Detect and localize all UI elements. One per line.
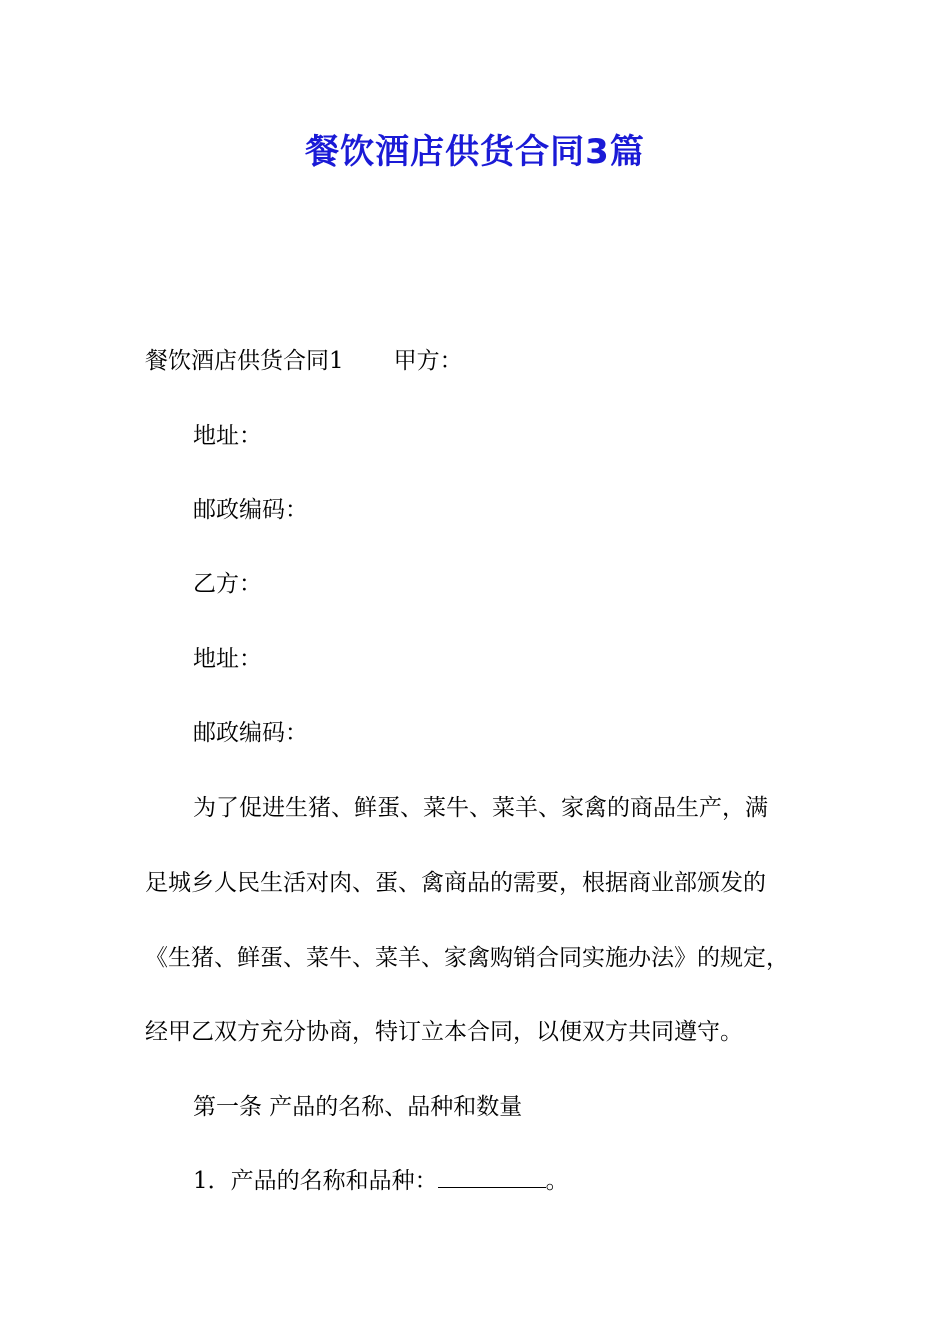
preamble-line-3: 《生猪、鲜蛋、菜牛、菜羊、家禽购销合同实施办法》的规定， <box>145 945 789 971</box>
party-a-label: 甲方： <box>393 348 463 374</box>
clause-1-line <box>193 1165 569 1197</box>
clause-1-label: 1．产品的名称和品种： <box>193 1168 438 1194</box>
party-a-postcode: 邮政编码： <box>193 497 308 523</box>
party-b-postcode: 邮政编码： <box>193 720 308 746</box>
preamble-line-4: 经甲乙双方充分协商，特订立本合同，以便双方共同遵守。 <box>145 1019 743 1045</box>
contract-heading: 餐饮酒店供货合同1 <box>145 348 344 374</box>
contract-heading-line <box>145 345 463 377</box>
party-a-address: 地址： <box>193 423 262 449</box>
document-title: 餐饮酒店供货合同3篇 <box>305 132 645 172</box>
preamble-line-2: 足城乡人民生活对肉、蛋、禽商品的需要，根据商业部颁发的 <box>145 870 766 896</box>
party-b-label: 乙方： <box>193 571 262 597</box>
fill-in-blank[interactable] <box>438 1165 546 1188</box>
party-b-address: 地址： <box>193 646 262 672</box>
clause-1-end: 。 <box>545 1168 569 1194</box>
preamble-line-1: 为了促进生猪、鲜蛋、菜牛、菜羊、家禽的商品生产，满 <box>193 795 768 821</box>
article-1-title: 第一条 产品的名称、品种和数量 <box>193 1094 523 1120</box>
